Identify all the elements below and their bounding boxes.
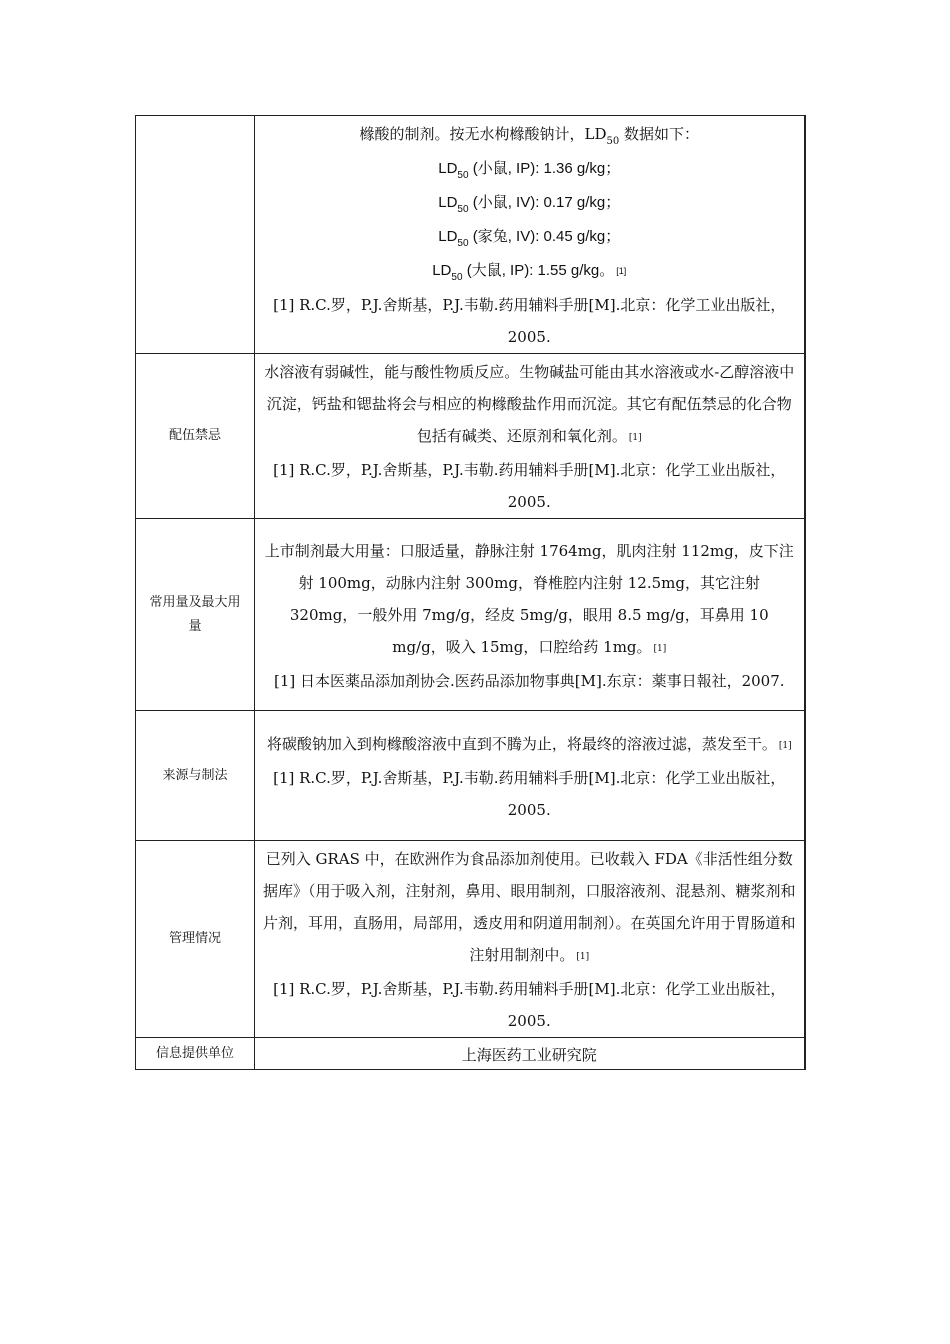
row-label-empty bbox=[136, 116, 255, 354]
table-row-incompatibility bbox=[136, 354, 805, 519]
ld50-line-4: $LD_{50}$ (大鼠, IP): 1.55 g/kg。 [1] bbox=[432, 262, 627, 283]
table-row-toxicity bbox=[136, 116, 805, 354]
dosage-text: 上市制剂最大用量：口服适量，静脉注射 1764mg，肌肉注射 112mg，皮下注射 100mg，动脉内注射 300mg，脊椎腔内注射 12.5mg，其它注射 320mg，一般外用 7mg/g，经皮 5mg/g，眼用 8.5 mg/g，耳鼻用 10 mg/g，吸入 15mg，口腔给药 1mg。 bbox=[264, 541, 794, 656]
row-label-regulatory: 管理情况 bbox=[136, 841, 255, 1038]
citation-mark: [1] bbox=[628, 433, 642, 443]
provider-cell: 上海医药工业研究院 bbox=[255, 1038, 805, 1070]
row-label-provider: 信息提供单位 bbox=[136, 1038, 255, 1070]
citation-mark: [1] bbox=[616, 266, 627, 276]
incompatibility-text: 水溶液有弱碱性，能与酸性物质反应。生物碱盐可能由其水溶液或水-乙醇溶液中沉淀，钙盐和锶盐将会与相应的枸橼酸盐作用而沉淀。其它有配伍禁忌的化合物包括有碱类、还原剂和氧化剂。 bbox=[264, 363, 795, 445]
toxicity-cell bbox=[255, 116, 805, 354]
citation-mark: [1] bbox=[778, 740, 792, 751]
table-row-provider bbox=[136, 1038, 805, 1070]
citation-mark: [1] bbox=[653, 643, 667, 654]
citation-mark: [1] bbox=[576, 952, 590, 962]
reference: [1] R.C.罗，P.J.舍斯基，P.J.韦勒.药用辅料手册[M].北京：化学工业出版社，2005. bbox=[273, 296, 786, 346]
incompatibility-cell bbox=[255, 354, 805, 519]
row-label-preparation: 来源与制法 bbox=[136, 711, 255, 841]
ld50-intro: 橼酸的制剂。按无水枸橼酸钠计，$LD_{50}$ 数据如下： bbox=[359, 125, 699, 147]
preparation-text: 将碳酸钠加入到枸橼酸溶液中直到不腾为止，将最终的溶液过滤，蒸发至干。 bbox=[266, 734, 777, 753]
ld50-line-2: $LD_{50}$ (小鼠, IV): 0.17 g/kg； bbox=[438, 194, 621, 215]
reference: [1] R.C.罗，P.J.舍斯基，P.J.韦勒.药用辅料手册[M].北京：化学工业出版社，2005. bbox=[273, 768, 786, 819]
reference: [1] R.C.罗，P.J.舍斯基，P.J.韦勒.药用辅料手册[M].北京：化学工业出版社，2005. bbox=[273, 980, 786, 1030]
ld50-line-3: $LD_{50}$ (家兔, IV): 0.45 g/kg； bbox=[438, 228, 621, 249]
excipient-info-table bbox=[135, 115, 806, 1070]
row-label-dosage: 常用量及最大用量 bbox=[136, 519, 255, 711]
dosage-cell bbox=[255, 519, 805, 711]
row-label-incompatibility: 配伍禁忌 bbox=[136, 354, 255, 519]
regulatory-text: 已列入 GRAS 中，在欧洲作为食品添加剂使用。已收载入 FDA《非活性组分数据库》（用于吸入剂，注射剂，鼻用、眼用制剂，口服溶液剂、混悬剂、糖浆剂和片剂，耳用，直肠用，局部用，透皮用和阴道用制剂）。在英国允许用于胃肠道和注射用制剂中。 bbox=[263, 850, 796, 964]
regulatory-cell bbox=[255, 841, 805, 1038]
reference: [1] 日本医薬品添加剤协会.医药品添加物事典[M].东京：薬事日報社，2007. bbox=[273, 671, 785, 690]
ld50-line-1: $LD_{50}$ (小鼠, IP): 1.36 g/kg； bbox=[438, 160, 621, 181]
preparation-cell bbox=[255, 711, 805, 841]
table-row-dosage bbox=[136, 519, 805, 711]
table-row-regulatory bbox=[136, 841, 805, 1038]
reference: [1] R.C.罗，P.J.舍斯基，P.J.韦勒.药用辅料手册[M].北京：化学工业出版社，2005. bbox=[273, 461, 786, 511]
table-row-preparation bbox=[136, 711, 805, 841]
